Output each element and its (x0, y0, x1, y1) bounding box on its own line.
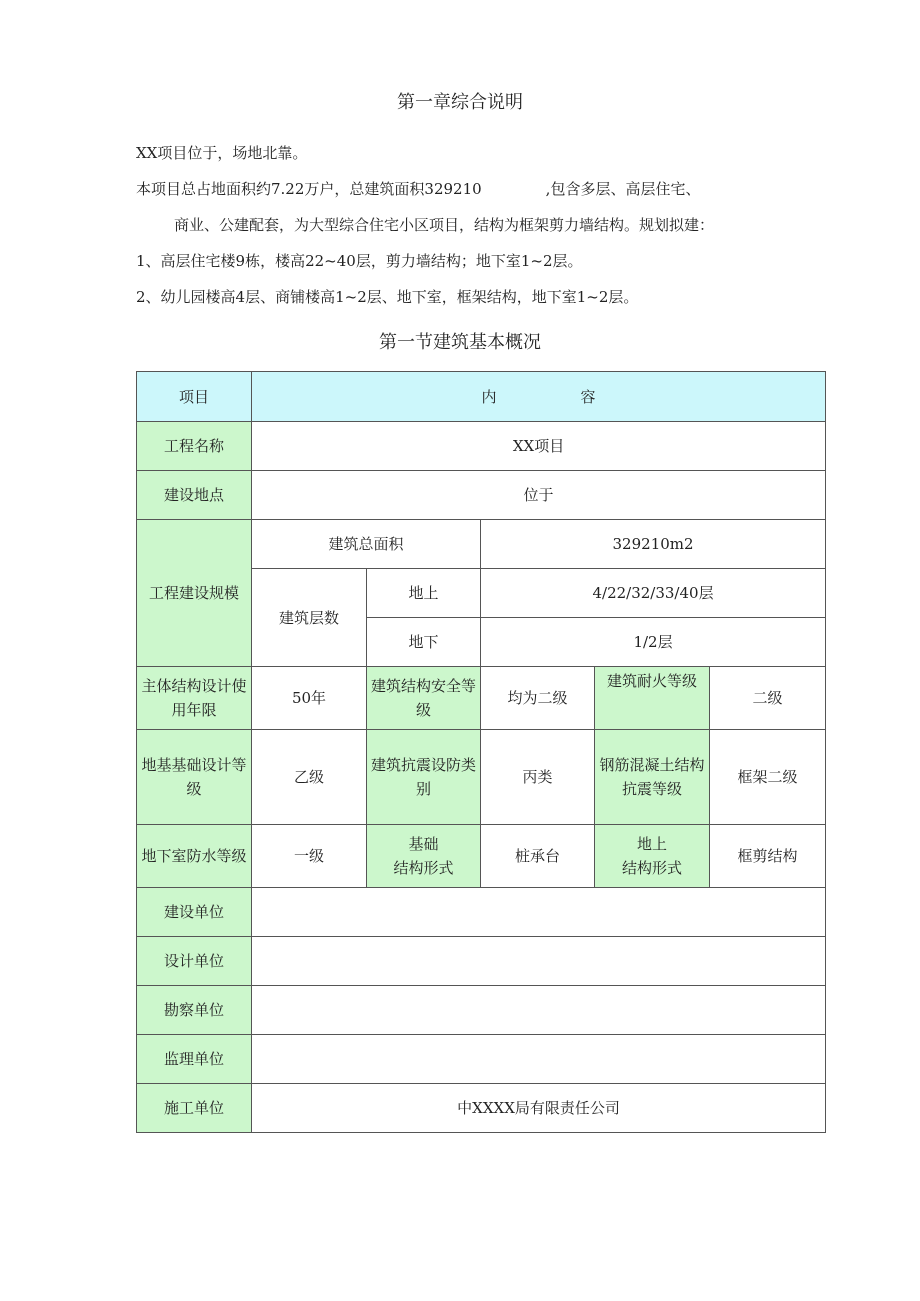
table-row (137, 825, 826, 888)
project-overview-table (136, 371, 826, 1133)
builder-value (252, 888, 826, 937)
total-area-label: 建筑总面积 (252, 520, 481, 569)
area-text-a: 本项目总占地面积约7.22万户，总建筑面积329210 (136, 180, 482, 198)
header-content (252, 372, 826, 422)
contractor-value: 中XXXX局有限责任公司 (252, 1084, 826, 1133)
safety-grade-label: 建筑结构安全等级 (367, 667, 481, 730)
foundation-grade-label: 地基基础设计等级 (137, 730, 252, 825)
foundation-type-label-line2: 结构形式 (393, 859, 454, 877)
floors-label: 建筑层数 (252, 569, 367, 667)
service-life-label: 主体结构设计使用年限 (137, 667, 252, 730)
foundation-type-label-line1: 基础 (408, 835, 439, 853)
header-item: 项目 (137, 372, 252, 422)
waterproof-grade-label: 地下室防水等级 (137, 825, 252, 888)
section-title: 第一节建筑基本概况 (379, 332, 541, 353)
total-area-value: 329210m2 (481, 520, 826, 569)
area-text-b: ,包含多层、高层住宅、 (545, 180, 701, 198)
designer-value (252, 937, 826, 986)
rc-seismic-grade-value: 框架二级 (710, 730, 826, 825)
superstructure-type-label-line2: 结构形式 (621, 859, 682, 877)
paragraph-kindergarten: 2、幼儿园楼高4层、商铺楼高1~2层、地下室，框架结构，地下室1~2层。 (136, 288, 639, 306)
supervisor-label: 监理单位 (137, 1035, 252, 1084)
table-row (137, 520, 826, 569)
project-name-value: XX项目 (252, 422, 826, 471)
table-row (137, 730, 826, 825)
above-ground-value: 4/22/32/33/40层 (481, 569, 826, 618)
header-content-a: 内 (481, 387, 497, 406)
project-name-label: 工程名称 (137, 422, 252, 471)
surveyor-label: 勘察单位 (137, 986, 252, 1035)
fire-rating-label: 建筑耐火等级 (595, 667, 710, 730)
superstructure-type-label (595, 825, 710, 888)
fire-rating-value: 二级 (710, 667, 826, 730)
superstructure-type-label-line1: 地上 (636, 835, 667, 853)
table-row (137, 1035, 826, 1084)
below-ground-value: 1/2层 (481, 618, 826, 667)
paragraph-location: XX项目位于，场地北靠。 (136, 144, 308, 162)
table-row (137, 937, 826, 986)
chapter-title: 第一章综合说明 (397, 92, 523, 113)
seismic-category-label: 建筑抗震设防类别 (367, 730, 481, 825)
designer-label: 设计单位 (137, 937, 252, 986)
surveyor-value (252, 986, 826, 1035)
waterproof-grade-value: 一级 (252, 825, 367, 888)
table-row (137, 888, 826, 937)
header-content-b: 容 (580, 387, 596, 406)
paragraph-planning: 商业、公建配套，为大型综合住宅小区项目，结构为框架剪力墙结构。规划拟建： (174, 216, 715, 234)
below-ground-label: 地下 (367, 618, 481, 667)
superstructure-type-value: 框剪结构 (710, 825, 826, 888)
supervisor-value (252, 1035, 826, 1084)
seismic-category-value: 丙类 (481, 730, 595, 825)
paragraph-area (136, 178, 700, 199)
paragraph-highrise: 1、高层住宅楼9栋，楼高22~40层，剪力墙结构；地下室1~2层。 (136, 252, 583, 270)
table-header-row (137, 372, 826, 422)
table-row (137, 422, 826, 471)
safety-grade-value: 均为二级 (481, 667, 595, 730)
foundation-type-label (367, 825, 481, 888)
service-life-value: 50年 (252, 667, 367, 730)
foundation-grade-value: 乙级 (252, 730, 367, 825)
rc-seismic-grade-label: 钢筋混凝土结构抗震等级 (595, 730, 710, 825)
contractor-label: 施工单位 (137, 1084, 252, 1133)
location-value: 位于 (252, 471, 826, 520)
builder-label: 建设单位 (137, 888, 252, 937)
foundation-type-value: 桩承台 (481, 825, 595, 888)
above-ground-label: 地上 (367, 569, 481, 618)
table-row (137, 986, 826, 1035)
table-row (137, 667, 826, 730)
scale-label: 工程建设规模 (137, 520, 252, 667)
table-row (137, 471, 826, 520)
location-label: 建设地点 (137, 471, 252, 520)
table-row (137, 1084, 826, 1133)
